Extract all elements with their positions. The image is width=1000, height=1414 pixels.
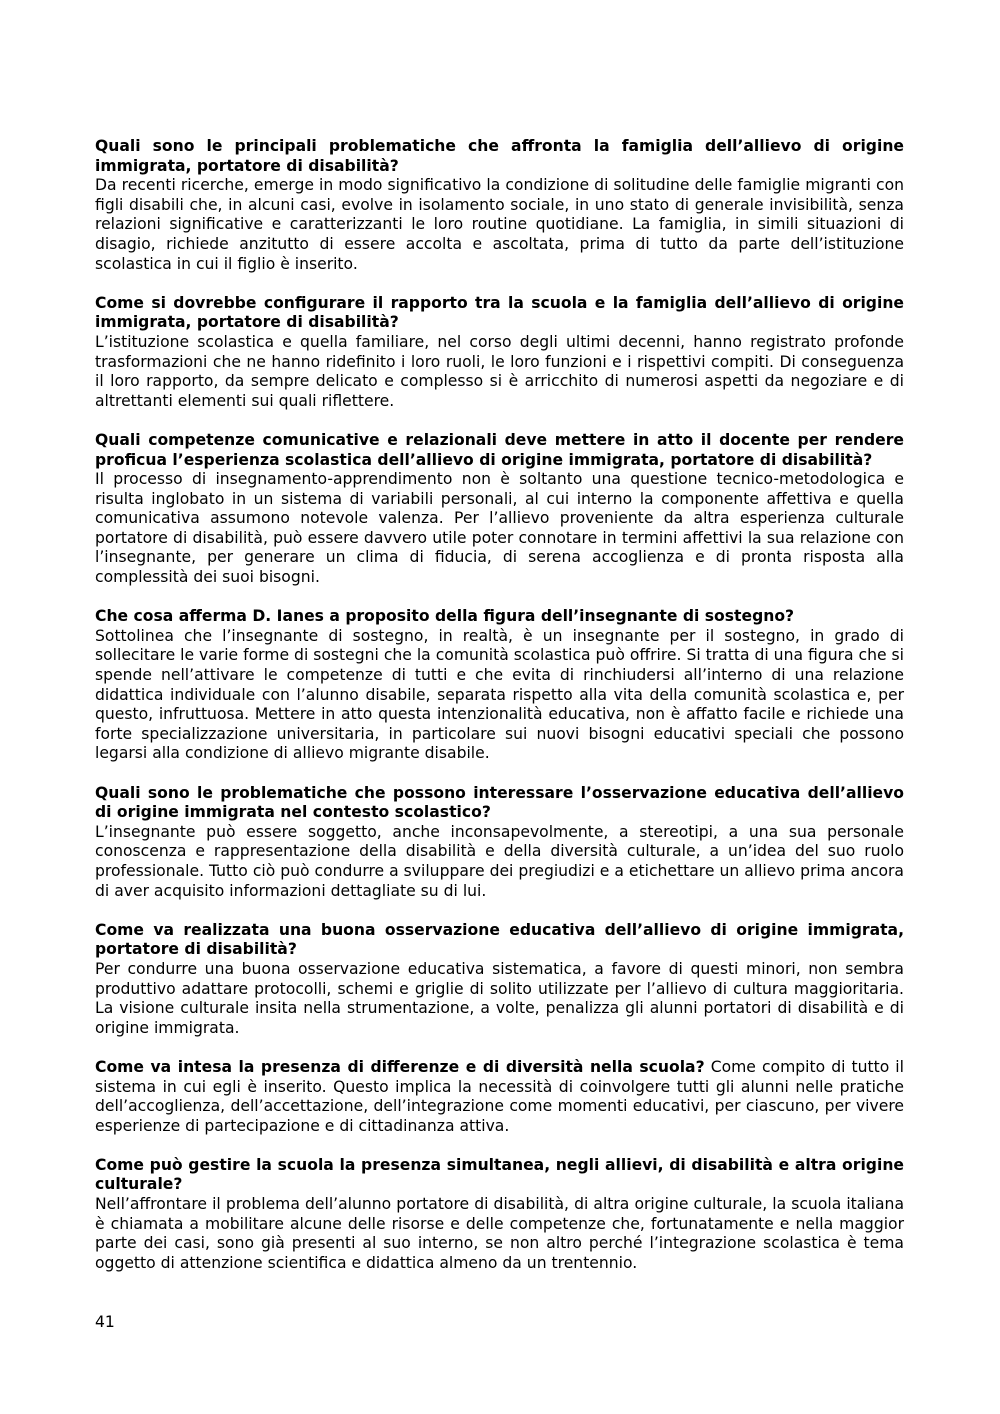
question-heading: Quali sono le problematiche che possono interessare l’osservazione educativa dell’allievo di origine immigrata nel contesto scolastico? (95, 783, 904, 822)
question-heading: Come può gestire la scuola la presenza simultanea, negli allievi, di disabilità e altra origine culturale? (95, 1155, 904, 1194)
question-heading: Come va intesa la presenza di differenze e di diversità nella scuola? (95, 1057, 705, 1076)
page-number: 41 (95, 1313, 115, 1331)
question-heading: Che cosa afferma D. Ianes a proposito della figura dell’insegnante di sostegno? (95, 607, 795, 626)
answer-paragraph: Per condurre una buona osservazione educativa sistematica, a favore di questi minori, non sembra produttivo adattare protocolli, schemi e griglie di solito utilizzate per l’allievo di cultura maggioritaria. La visione culturale insita nella strumentazione, a volte, penalizza gli alunni portatori di disabilità e di origine immigrata. (95, 959, 904, 1037)
answer-paragraph: Da recenti ricerche, emerge in modo significativo la condizione di solitudine delle famiglie migranti con figli disabili che, in alcuni casi, evolve in isolamento sociale, in uno stato di generale invisibilità, senza relazioni significative e caratterizzanti le loro routine quotidiane. La famiglia, in simili situazioni di disagio, richiede anzitutto di essere accolta e ascoltata, prima di tutto da parte dell’istituzione scolastica in cui il figlio è inserito. (95, 176, 904, 273)
qa-section-school-family-relationship (95, 294, 904, 412)
qa-section-observation-problems (95, 784, 904, 902)
question-heading: Come si dovrebbe configurare il rapporto tra la scuola e la famiglia dell’allievo di origine immigrata, portatore di disabilità? (95, 293, 904, 332)
question-heading: Quali sono le principali problematiche che affronta la famiglia dell’allievo di origine immigrata, portatore di disabilità? (95, 137, 904, 175)
answer-paragraph-inline: Come compito di tutto il sistema in cui egli è inserito. Questo implica la necessità di coinvolgere tutti gli alunni nelle pratiche dell’accoglienza, dell’accettazione, dell’integrazione come momenti educativi, per ciascuno, per vivere esperienze di partecipazione e di cittadinanza attiva. (95, 1057, 904, 1135)
answer-paragraph: L’insegnante può essere soggetto, anche inconsapevolmente, a stereotipi, a una sua personale conoscenza e rappresentazione della disabilità e della diversità culturale, a un’idea del suo ruolo professionale. Tutto ciò può condurre a sviluppare dei pregiudizi e a etichettare un allievo prima ancora di aver acquisito informazioni dettagliate su di lui. (95, 822, 904, 900)
qa-section-good-observation (95, 921, 904, 1039)
answer-paragraph: Sottolinea che l’insegnante di sostegno, in realtà, è un insegnante per il sostegno, in grado di sollecitare le varie forme di sostegni che la comunità scolastica può offrire. Si tratta di una figura che si spende nell’attivare le competenze di tutti e che evita di rinchiudersi all’interno di una relazione didattica individuale con l’alunno disabile, separata rispetto alla vita della comunità scolastica e, per questo, infruttuosa. Mettere in atto questa intenzionalità educativa, non è affatto facile e richiede una forte specializzazione universitaria, in particolare sui nuovi bisogni educativi speciali che possono legarsi alla condizione di allievo migrante disabile. (95, 626, 904, 763)
qa-section-support-teacher (95, 607, 904, 764)
answer-paragraph: L’istituzione scolastica e quella familiare, nel corso degli ultimi decenni, hanno registrato profonde trasformazioni che ne hanno ridefinito i loro ruoli, le loro funzioni e i rispettivi compiti. Di conseguenza il loro rapporto, da sempre delicato e complesso si è arricchito di numerosi aspetti da negoziare e di altrettanti elementi sui quali riflettere. (95, 332, 904, 410)
answer-paragraph: Nell’affrontare il problema dell’alunno portatore di disabilità, di altra origine culturale, la scuola italiana è chiamata a mobilitare alcune delle risorse e delle competenze che, fortunatamente e nella maggior parte dei casi, sono già presenti al suo interno, se non altro perché l’integrazione scolastica è tema oggetto di attenzione scientifica e didattica almeno da un trentennio. (95, 1195, 904, 1272)
qa-section-family-problems (95, 137, 904, 274)
answer-paragraph: Il processo di insegnamento-apprendimento non è soltanto una questione tecnico-metodologica e risulta inglobato in un sistema di variabili personali, al cui interno la componente affettiva e quella comunicativa assumono notevole valenza. Per l’allievo proveniente da altra esperienza culturale portatore di disabilità, può essere davvero utile poter connotare in termini affettivi la sua relazione con l’insegnante, per generare un clima di fiducia, di serena accoglienza e di pronta risposta alla complessità dei suoi bisogni. (95, 470, 904, 587)
document-body (95, 137, 904, 1293)
question-heading: Come va realizzata una buona osservazione educativa dell’allievo di origine immigrata, portatore di disabilità? (95, 920, 904, 959)
question-heading: Quali competenze comunicative e relazionali deve mettere in atto il docente per rendere proficua l’esperienza scolastica dell’allievo di origine immigrata, portatore di disabilità? (95, 430, 904, 469)
qa-section-simultaneous-presence (95, 1156, 904, 1274)
qa-section-teacher-competences (95, 431, 904, 588)
qa-section-differences-diversity (95, 1058, 904, 1136)
